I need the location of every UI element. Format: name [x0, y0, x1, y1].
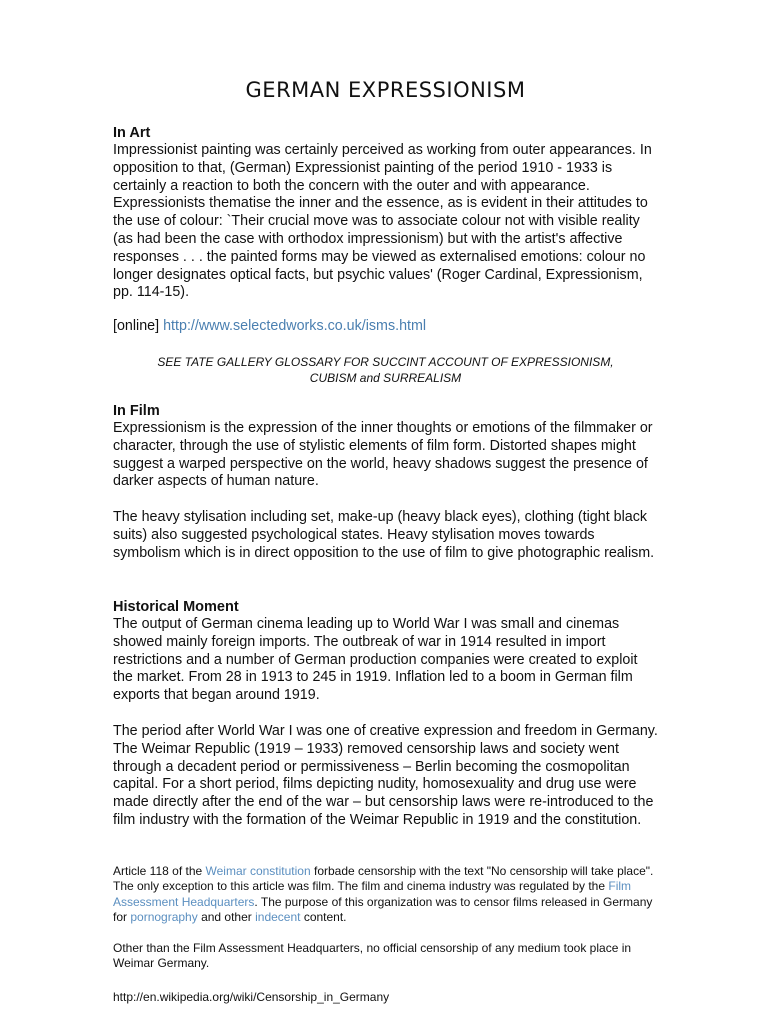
- article-text-5: content.: [300, 909, 347, 924]
- article-text-2: forbade censorship with the text "No censorship will take place". The only exception to this article was film. The film and cinema industry was regulated by the: [113, 864, 654, 894]
- historical-paragraph-2: The period after World War I was one of creative expression and freedom in Germany. The Weimar Republic (1919 – 1933) removed censorship laws and society went through a decadent period or permissiveness – Berlin becoming the cosmopolitan capital. For a short period, films depicting nudity, homosexuality and drug use were made directly after the end of the war – but censorship laws were re-introduced to the film industry with the formation of the Weimar Republic in 1919 and the constitution.: [113, 723, 658, 828]
- wikipedia-source-url: http://en.wikipedia.org/wiki/Censorship_in_Germany: [113, 990, 390, 1004]
- article-118-paragraph: [113, 864, 658, 925]
- tate-gallery-note: [113, 355, 658, 386]
- film-assessment-headquarters-link[interactable]: Film Assessment Headquarters: [113, 879, 632, 909]
- historical-block-2: [113, 723, 658, 830]
- in-art-paragraph: Impressionist painting was certainly perceived as working from outer appearances. In opposition to that, (German) Expressionist painting of the period 1910 - 1933 is certainly a reaction to both the concern with the outer and with appearance. Expressionists thematise the inner and the essence, as is evident in their attitudes to the use of colour: `Their crucial move was to associate colour not with visible reality (as had been the case with orthodox impressionism) but with the artist's affective responses . . . the painted forms may be viewed as externalised emotions: colour no longer designates optical facts, but psychic values' (Roger Cardinal, Expressionism, pp. 114-15).: [113, 142, 652, 301]
- section-heading-in-film: In Film: [113, 403, 160, 419]
- section-in-art: [113, 124, 658, 302]
- section-heading-in-art: In Art: [113, 125, 151, 141]
- section-historical-moment: [113, 598, 658, 705]
- in-film-paragraph-2: The heavy stylisation including set, make-up (heavy black eyes), clothing (tight black suits) also suggested psychological states. Heavy stylisation moves towards symbolism which is in direct opposition to the use of film to give photographic realism.: [113, 509, 655, 561]
- section-in-film: [113, 402, 658, 491]
- article-118-block: [113, 864, 658, 925]
- in-film-block-2: [113, 509, 658, 562]
- indecent-link[interactable]: indecent: [255, 909, 301, 924]
- in-film-paragraph-1: Expressionism is the expression of the inner thoughts or emotions of the filmmaker or character, through the use of stylistic elements of film form. Distorted shapes might suggest a warped perspective on the world, heavy shadows suggest the presence of darker aspects of human nature.: [113, 420, 653, 490]
- historical-paragraph-1: The output of German cinema leading up to World War I was small and cinemas showed mainly foreign imports. The outbreak of war in 1914 resulted in import restrictions and a number of German production companies were created to exploit the market. From 28 in 1913 to 245 in 1919. Inflation led to a boom in German film exports that began around 1919.: [113, 616, 638, 704]
- other-than-paragraph: Other than the Film Assessment Headquarters, no official censorship of any medium took place in Weimar Germany.: [113, 941, 632, 971]
- source-url-block: [113, 990, 658, 1005]
- article-text-4: and other: [197, 909, 256, 924]
- section-heading-historical-moment: Historical Moment: [113, 599, 239, 615]
- online-reference: [113, 318, 658, 336]
- online-label: [online]: [113, 318, 160, 334]
- page-title: GERMAN EXPRESSIONISM: [245, 78, 526, 102]
- article-text-1: Article 118 of the: [113, 864, 206, 878]
- weimar-constitution-link[interactable]: Weimar constitution: [205, 864, 311, 878]
- other-than-block: [113, 941, 658, 972]
- tate-note-line-1: SEE TATE GALLERY GLOSSARY FOR SUCCINT ACCOUNT OF EXPRESSIONISM,: [157, 355, 614, 369]
- article-text-3: . The purpose of this organization was to censor films released in Germany for: [113, 894, 653, 924]
- pornography-link[interactable]: pornography: [130, 909, 198, 924]
- tate-note-line-2: CUBISM and SURREALISM: [309, 370, 462, 385]
- selectedworks-link[interactable]: http://www.selectedworks.co.uk/isms.html: [163, 318, 427, 334]
